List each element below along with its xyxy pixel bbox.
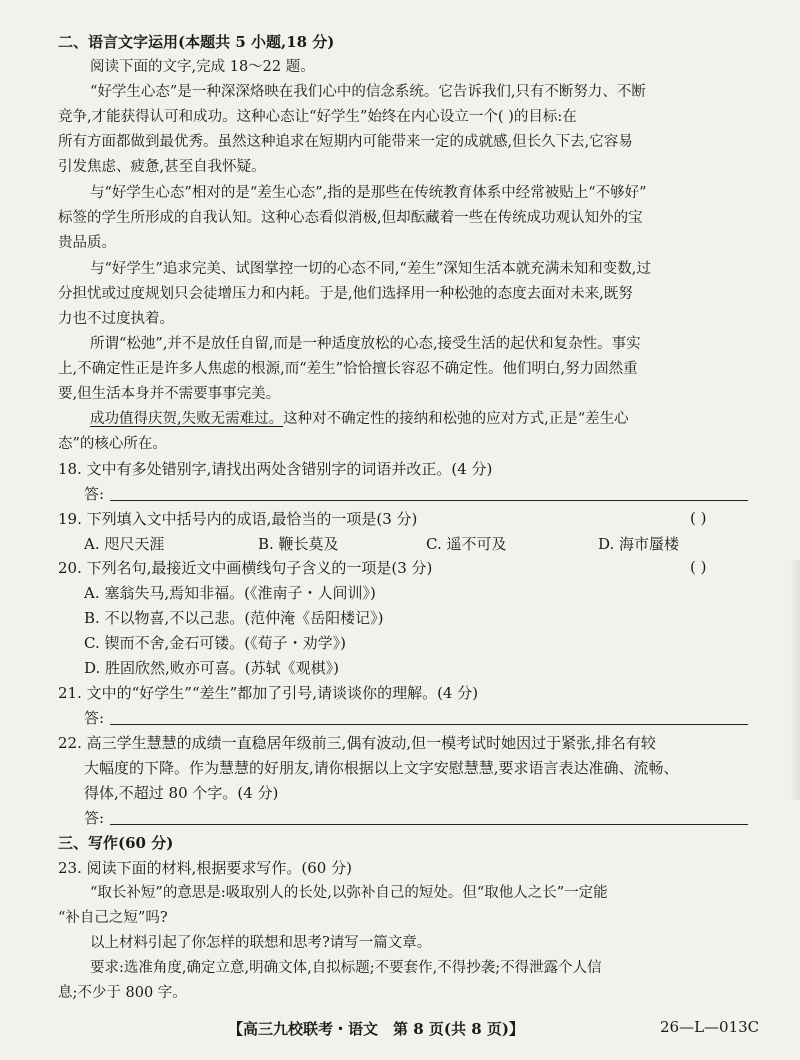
reading-instruction: 阅读下面的文字,完成 18～22 题。 [90,59,315,75]
exam-code: 26—L—013C [660,1018,760,1036]
writing-prompt: 以上材料引起了你怎样的联想和思考?请写一篇文章。 [90,935,432,951]
material-line: “取长补短”的意思是:吸取别人的长处,以弥补自己的短处。但“取他人之长”一定能 [90,885,608,901]
question-22-line: 22. 高三学生慧慧的成绩一直稳居年级前三,偶有波动,但一模考试时她因过于紧张,排名有较 [58,734,656,752]
answer-bracket-19[interactable]: ( ) [690,509,707,527]
passage-line: 所有方面都做到最优秀。虽然这种追求在短期内可能带来一定的成就感,但长久下去,它容易 [58,134,633,150]
page-footer: 【高三九校联考・语文 第 8 页(共 8 页)】 [228,1020,524,1038]
answer-label: 答: [84,709,105,727]
passage-line: 上,不确定性正是许多人焦虑的根源,而“差生”恰恰擅长容忍不确定性。他们明白,努力固然重 [58,361,638,377]
passage-line: 引发焦虑、疲惫,甚至自我怀疑。 [58,159,266,175]
option-d[interactable]: D. 胜固欣然,败亦可喜。(苏轼《观棋》) [84,659,340,677]
option-b[interactable]: B. 不以物喜,不以己悲。(范仲淹《岳阳楼记》) [84,609,384,627]
answer-line-18[interactable] [110,500,748,501]
passage-line: “好学生心态”是一种深深烙映在我们心中的信念系统。它告诉我们,只有不断努力、不断 [90,84,646,100]
option-d[interactable]: D. 海市蜃楼 [598,535,680,553]
question-21: 21. 文中的“好学生”“差生”都加了引号,请谈谈你的理解。(4 分) [58,684,479,702]
question-19: 19. 下列填入文中括号内的成语,最恰当的一项是(3 分) [58,510,418,528]
requirements-line: 要求:选准角度,确定立意,明确文体,自拟标题;不要套作,不得抄袭;不得泄露个人信 [90,960,602,976]
passage-line: 要,但生活本身并不需要事事完美。 [58,386,281,402]
requirements-line: 息;不少于 800 字。 [58,985,187,1001]
option-c[interactable]: C. 遥不可及 [426,535,507,553]
passage-line: 所谓“松弛”,并不是放任自留,而是一种适度放松的心态,接受生活的起伏和复杂性。事实 [90,336,641,352]
answer-bracket-20[interactable]: ( ) [690,558,707,576]
passage-line: 分担忧或过度规划只会徒增压力和内耗。于是,他们选择用一种松弛的态度去面对未来,既努 [58,286,633,302]
option-a[interactable]: A. 咫尺天涯 [84,535,165,553]
question-20: 20. 下列名句,最接近文中画横线句子含义的一项是(3 分) [58,559,433,577]
option-a[interactable]: A. 塞翁失马,焉知非福。(《淮南子・人间训》) [84,584,376,602]
passage-line: 态”的核心所在。 [58,436,167,452]
question-23: 23. 阅读下面的材料,根据要求写作。(60 分) [58,859,352,877]
passage-continuation: 这种对不确定性的接纳和松弛的应对方式,正是“差生心 [283,411,629,427]
option-c[interactable]: C. 锲而不舍,金石可镂。(《荀子・劝学》) [84,634,346,652]
passage-line: 标签的学生所形成的自我认知。这种心态看似消极,但却酝藏着一些在传统成功观认知外的宝 [58,210,643,226]
answer-label: 答: [84,809,105,827]
passage-line: 力也不过度执着。 [58,311,174,327]
page-edge-shadow [790,560,800,800]
answer-label: 答: [84,485,105,503]
option-b[interactable]: B. 鞭长莫及 [258,535,339,553]
question-22-line: 大幅度的下降。作为慧慧的好朋友,请你根据以上文字安慰慧慧,要求语言表达准确、流畅、 [84,759,679,777]
passage-line-with-underline [90,409,629,429]
question-18: 18. 文中有多处错别字,请找出两处含错别字的词语并改正。(4 分) [58,460,493,478]
section-3-heading: 三、写作(60 分) [58,834,174,852]
passage-line: 与“好学生心态”相对的是“差生心态”,指的是那些在传统教育体系中经常被贴上“不够好” [90,185,647,201]
answer-line-21[interactable] [110,724,748,725]
passage-line: 贵品质。 [58,235,116,251]
passage-line: 竞争,才能获得认可和成功。这种心态让“好学生”始终在内心设立一个( )的目标:在 [58,109,577,125]
underlined-sentence: 成功值得庆贺,失败无需难过。 [90,411,284,427]
section-2-heading: 二、语言文字运用(本题共 5 小题,18 分) [58,33,335,51]
material-line: “补自己之短”吗? [58,910,168,926]
passage-line: 与“好学生”追求完美、试图掌控一切的心态不同,“差生”深知生活本就充满未知和变数,过 [90,261,651,277]
question-22-line: 得体,不超过 80 个字。(4 分) [84,784,279,802]
answer-line-22[interactable] [110,824,748,825]
